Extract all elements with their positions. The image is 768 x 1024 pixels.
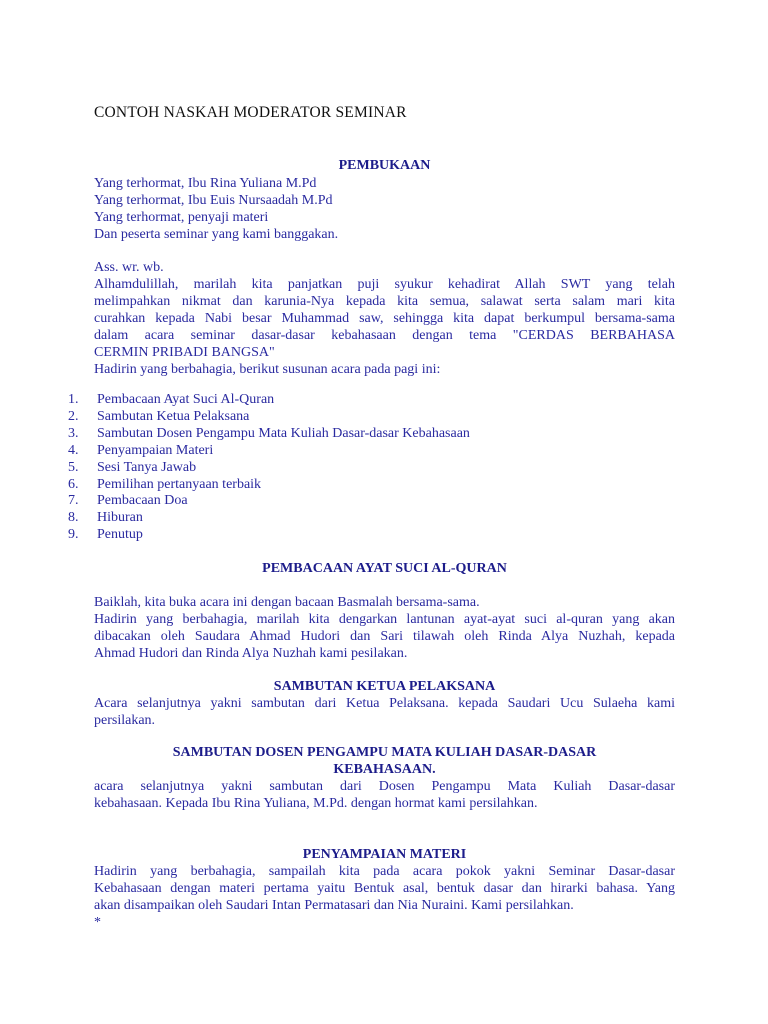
agenda-label: Hiburan — [97, 510, 143, 526]
agenda-item — [68, 392, 470, 409]
greeting-line: Yang terhormat, Ibu Rina Yuliana M.Pd — [94, 176, 317, 191]
paragraph-line: Hadirin yang berbahagia, marilah kita dengarkan lantunan ayat-ayat suci al-quran yang akan — [94, 612, 675, 627]
greeting-line: Yang terhormat, penyaji materi — [94, 210, 269, 225]
agenda-number: 7. — [68, 493, 79, 509]
agenda-number: 1. — [68, 392, 79, 407]
agenda-label: Sambutan Dosen Pengampu Mata Kuliah Dasar-dasar Kebahasaan — [97, 425, 470, 441]
heading-ketua-pelaksana: SAMBUTAN KETUA PELAKSANA — [273, 679, 496, 694]
heading-penyampaian-materi: PENYAMPAIAN MATERI — [302, 847, 467, 862]
agenda-list — [68, 392, 470, 544]
dosen-paragraph — [94, 778, 675, 812]
agenda-item — [68, 426, 470, 443]
paragraph-line: Ahmad Hudori dan Rinda Alya Nuzhah kami pesilakan. — [94, 646, 408, 661]
agenda-item — [68, 460, 470, 477]
agenda-label: Pembacaan Doa — [97, 493, 188, 509]
paragraph-line: Hadirin yang berbahagia, sampailah kita pada acara pokok yakni Seminar Dasar-dasar — [94, 864, 675, 879]
paragraph-line: CERMIN PRIBADI BANGSA" — [94, 345, 275, 360]
agenda-number: 5. — [68, 459, 79, 475]
paragraph-line: persilakan. — [94, 713, 156, 728]
paragraph-line: curahkan kepada Nabi besar Muhammad saw, sehingga kita dapat berkumpul bersama-sama — [94, 311, 675, 326]
asterisk-marker: * — [94, 915, 101, 930]
materi-paragraph — [94, 863, 675, 931]
heading-line: KEBAHASAAN. — [333, 762, 436, 777]
heading-ayat-suci: PEMBACAAN AYAT SUCI AL-QURAN — [262, 561, 507, 576]
agenda-item — [68, 443, 470, 460]
agenda-number: 6. — [68, 476, 79, 492]
paragraph-line: Acara selanjutnya yakni sambutan dari Ketua Pelaksana. kepada Saudari Ucu Sulaeha kami — [94, 696, 675, 711]
agenda-item — [68, 477, 470, 494]
paragraph-line: dalam acara seminar dasar-dasar kebahasaan dengan tema "CERDAS BERBAHASA — [94, 328, 675, 343]
agenda-label: Sesi Tanya Jawab — [97, 459, 197, 475]
paragraph-line: kebahasaan. Kepada Ibu Rina Yuliana, M.Pd. dengan hormat kami persilahkan. — [94, 796, 538, 811]
ayat-suci-paragraph — [94, 594, 675, 662]
greeting-line: Yang terhormat, Ibu Euis Nursaadah M.Pd — [94, 193, 333, 208]
agenda-label: Penutup — [97, 527, 143, 543]
agenda-label: Pembacaan Ayat Suci Al-Quran — [97, 392, 275, 407]
agenda-item — [68, 409, 470, 426]
greeting-line: Dan peserta seminar yang kami banggakan. — [94, 227, 339, 242]
paragraph-line: Baiklah, kita buka acara ini dengan bacaan Basmalah bersama-sama. — [94, 595, 480, 610]
paragraph-line: Alhamdulillah, marilah kita panjatkan puji syukur kehadirat Allah SWT yang telah — [94, 277, 675, 292]
agenda-item — [68, 527, 470, 544]
paragraph-line: acara selanjutnya yakni sambutan dari Dosen Pengampu Mata Kuliah Dasar-dasar — [94, 779, 675, 794]
paragraph-line: dibacakan oleh Saudara Ahmad Hudori dan Sari tilawah oleh Rinda Alya Nuzhah, kepada — [94, 629, 675, 644]
agenda-number: 9. — [68, 527, 79, 543]
ketua-paragraph — [94, 695, 675, 729]
document-title: CONTOH NASKAH MODERATOR SEMINAR — [94, 104, 407, 121]
heading-line: SAMBUTAN DOSEN PENGAMPU MATA KULIAH DASAR-DASAR — [172, 745, 597, 760]
agenda-number: 3. — [68, 425, 79, 441]
agenda-label: Sambutan Ketua Pelaksana — [97, 408, 250, 424]
heading-pembukaan: PEMBUKAAN — [338, 158, 431, 173]
heading-dosen-pengampu — [94, 744, 675, 778]
agenda-number: 8. — [68, 510, 79, 526]
greetings-block — [94, 175, 675, 243]
paragraph-line: melimpahkan nikmat dan karunia-Nya kepada kita semua, salawat serta salam mari kita — [94, 294, 675, 309]
agenda-label: Penyampaian Materi — [97, 442, 214, 458]
opening-paragraph — [94, 259, 675, 378]
agenda-number: 4. — [68, 442, 79, 458]
paragraph-line: Kebahasaan dengan materi pertama yaitu Bentuk asal, bentuk dasar dan hirarki bahasa. Yang — [94, 881, 675, 896]
paragraph-line: Hadirin yang berbahagia, berikut susunan acara pada pagi ini: — [94, 362, 441, 377]
agenda-number: 2. — [68, 408, 79, 424]
agenda-item — [68, 510, 470, 527]
salam-text: Ass. wr. wb. — [94, 260, 164, 275]
agenda-label: Pemilihan pertanyaan terbaik — [97, 476, 262, 492]
agenda-item — [68, 493, 470, 510]
paragraph-line: akan disampaikan oleh Saudari Intan Permatasari dan Nia Nuraini. Kami persilahkan. — [94, 898, 574, 913]
